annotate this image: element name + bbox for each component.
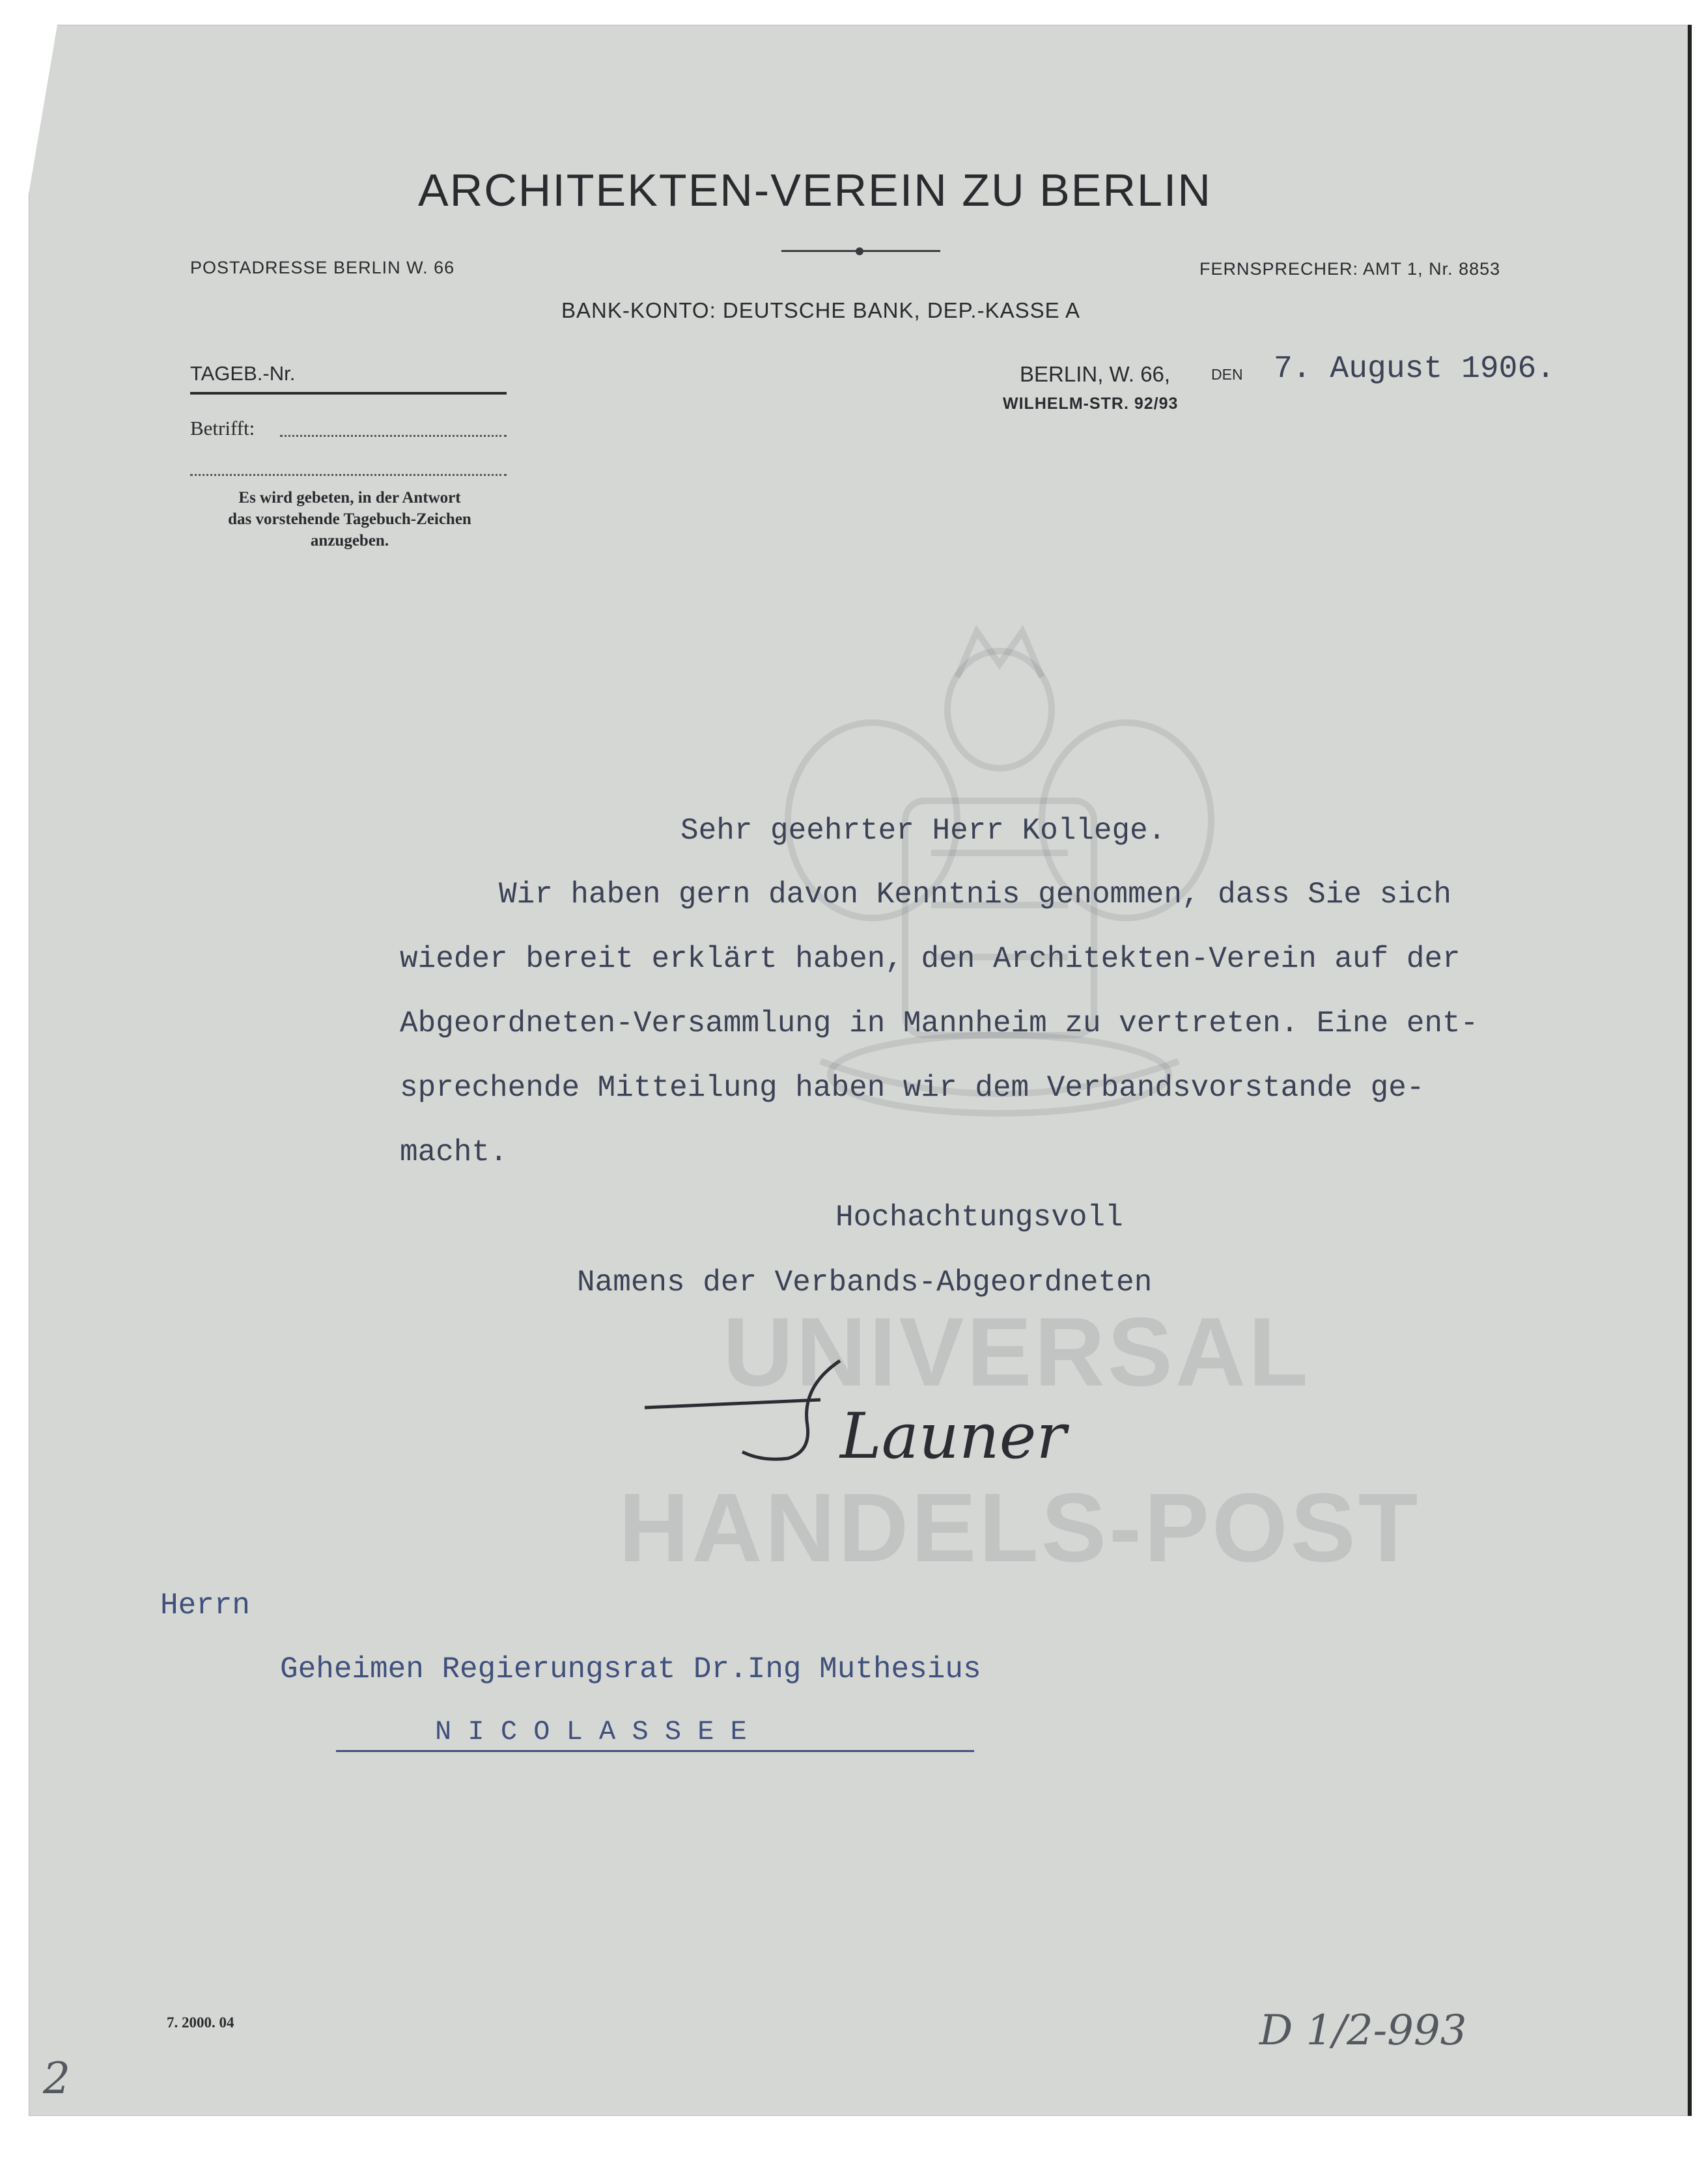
ornament-dot	[856, 247, 863, 255]
watermark-universal: UNIVERSAL	[723, 1297, 1311, 1406]
diary-number-label: TAGEB.-Nr.	[190, 362, 296, 385]
phone-number: FERNSPRECHER: AMT 1, Nr. 8853	[1199, 259, 1501, 279]
signature-text: Launer	[840, 1400, 1067, 1473]
place-label: BERLIN, W. 66,	[1020, 362, 1171, 386]
subject-dotted-line	[280, 435, 507, 437]
letter-date: 7. August 1906.	[1274, 352, 1556, 387]
signature-stroke	[645, 1348, 853, 1471]
body-line-4: sprechende Mitteilung haben wir dem Verbandsvorstande ge-	[400, 1071, 1425, 1105]
torn-corner	[29, 25, 57, 194]
recipient-name: Geheimen Regierungsrat Dr.Ing Muthesius	[280, 1652, 981, 1686]
closing: Hochachtungsvoll	[835, 1201, 1123, 1234]
postal-address: POSTADRESSE BERLIN W. 66	[190, 258, 455, 277]
page-mark: 2	[43, 2053, 70, 2104]
letterhead-title: ARCHITEKTEN-VEREIN ZU BERLIN	[418, 165, 1212, 216]
print-code: 7. 2000. 04	[167, 2014, 234, 2031]
body-line-2: wieder bereit erklärt haben, den Architekten-Verein auf der	[400, 942, 1461, 976]
recipient-salutation: Herrn	[160, 1589, 251, 1622]
watermark-handels-post: HANDELS-POST	[619, 1473, 1421, 1582]
bank-account: BANK-KONTO: DEUTSCHE BANK, DEP.-KASSE A	[561, 298, 1080, 322]
notice-line-1: Es wird gebeten, in der Antwort	[238, 489, 461, 507]
body-line-1: Wir haben gern davon Kenntnis genommen, dass Sie sich	[499, 878, 1452, 911]
den-label: DEN	[1211, 366, 1243, 383]
notice-line-3: anzugeben.	[310, 532, 389, 549]
body-line-3: Abgeordneten-Versammlung in Mannheim zu vertreten. Eine ent-	[400, 1007, 1479, 1040]
notice-line-2: das vorstehende Tagebuch-Zeichen	[228, 510, 471, 528]
archive-number: D 1/2-993	[1259, 2007, 1467, 2055]
letter-salutation: Sehr geehrter Herr Kollege.	[680, 814, 1166, 848]
street-address: WILHELM-STR. 92/93	[1003, 395, 1179, 413]
reference-notice	[190, 487, 509, 551]
body-line-5: macht.	[400, 1135, 508, 1169]
subject-label: Betrifft:	[190, 417, 255, 439]
recipient-underline	[336, 1750, 974, 1752]
recipient-place: N I C O L A S S E E	[435, 1716, 747, 1747]
diary-number-line	[190, 392, 507, 395]
on-behalf-line: Namens der Verbands-Abgeordneten	[577, 1266, 1153, 1300]
subject-dotted-line-2	[190, 474, 507, 476]
